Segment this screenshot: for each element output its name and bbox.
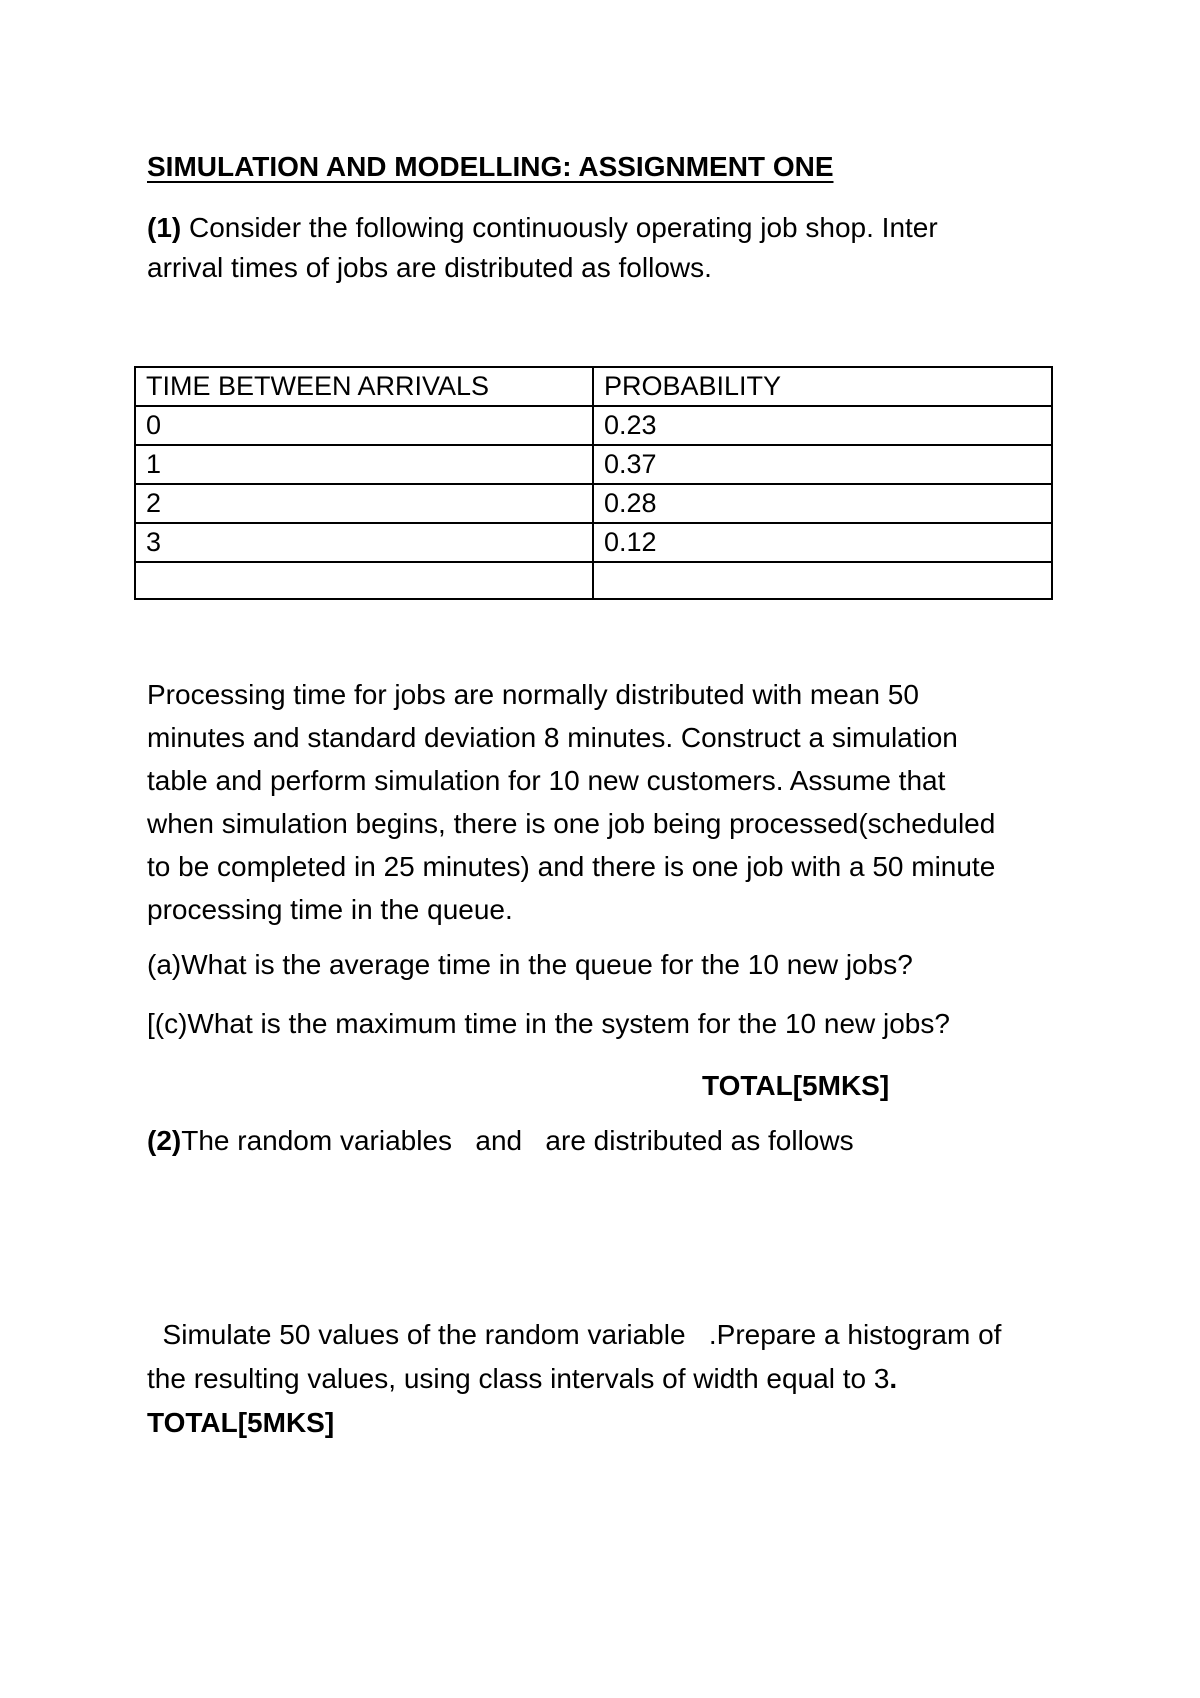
- table-cell-probability: 0.37: [593, 445, 1052, 484]
- table-cell-time: 1: [135, 445, 593, 484]
- question-1-total: TOTAL[5MKS]: [702, 1070, 890, 1101]
- table-row: [135, 523, 1052, 562]
- header-probability: PROBABILITY: [593, 367, 1052, 406]
- table-row-empty: [135, 562, 1052, 599]
- question-2-text: The random variables and are distributed as follows: [181, 1125, 854, 1156]
- table-cell-time: 0: [135, 406, 593, 445]
- paragraph-line: minutes and standard deviation 8 minutes. Construct a simulation: [147, 722, 958, 753]
- inter-arrival-table: [134, 366, 1053, 600]
- table-header-row: [135, 367, 1052, 406]
- paragraph-line: to be completed in 25 minutes) and there is one job with a 50 minute: [147, 851, 996, 882]
- question-1-line-1-text: Consider the following continuously operating job shop. Inter: [181, 212, 938, 243]
- table-cell-probability: [593, 562, 1052, 599]
- table-row: [135, 484, 1052, 523]
- simulate-line-2-end: .: [889, 1363, 898, 1394]
- question-a: (a)What is the average time in the queue for the 10 new jobs?: [147, 949, 913, 980]
- question-2-total: TOTAL[5MKS]: [147, 1407, 335, 1438]
- table-row: [135, 445, 1052, 484]
- paragraph-line: Processing time for jobs are normally distributed with mean 50: [147, 679, 919, 710]
- question-2-number: (2): [147, 1125, 182, 1156]
- table-cell-probability: 0.12: [593, 523, 1052, 562]
- question-1-line-1: [147, 208, 1077, 248]
- simulate-paragraph: [147, 1313, 1087, 1401]
- paragraph-line: table and perform simulation for 10 new customers. Assume that: [147, 765, 946, 796]
- question-c: [(c)What is the maximum time in the system for the 10 new jobs?: [147, 1008, 950, 1039]
- question-2: [147, 1121, 854, 1161]
- simulate-line-1: Simulate 50 values of the random variable .Prepare a histogram of: [147, 1319, 1002, 1350]
- document-title: SIMULATION AND MODELLING: ASSIGNMENT ONE: [147, 151, 834, 182]
- table-cell-time: [135, 562, 593, 599]
- header-time-between-arrivals: TIME BETWEEN ARRIVALS: [135, 367, 593, 406]
- table-cell-probability: 0.28: [593, 484, 1052, 523]
- table-cell-probability: 0.23: [593, 406, 1052, 445]
- paragraph-line: when simulation begins, there is one job being processed(scheduled: [147, 808, 996, 839]
- question-1-intro: [147, 208, 1077, 288]
- table-cell-time: 2: [135, 484, 593, 523]
- table-cell-time: 3: [135, 523, 593, 562]
- processing-paragraph: [147, 673, 1087, 931]
- simulate-line-2: [147, 1357, 1087, 1401]
- question-1-number: (1): [147, 212, 182, 243]
- paragraph-line: processing time in the queue.: [147, 894, 513, 925]
- simulate-line-2-text: the resulting values, using class intervals of width equal to 3: [147, 1363, 890, 1394]
- table-row: [135, 406, 1052, 445]
- question-1-line-2: arrival times of jobs are distributed as follows.: [147, 252, 712, 283]
